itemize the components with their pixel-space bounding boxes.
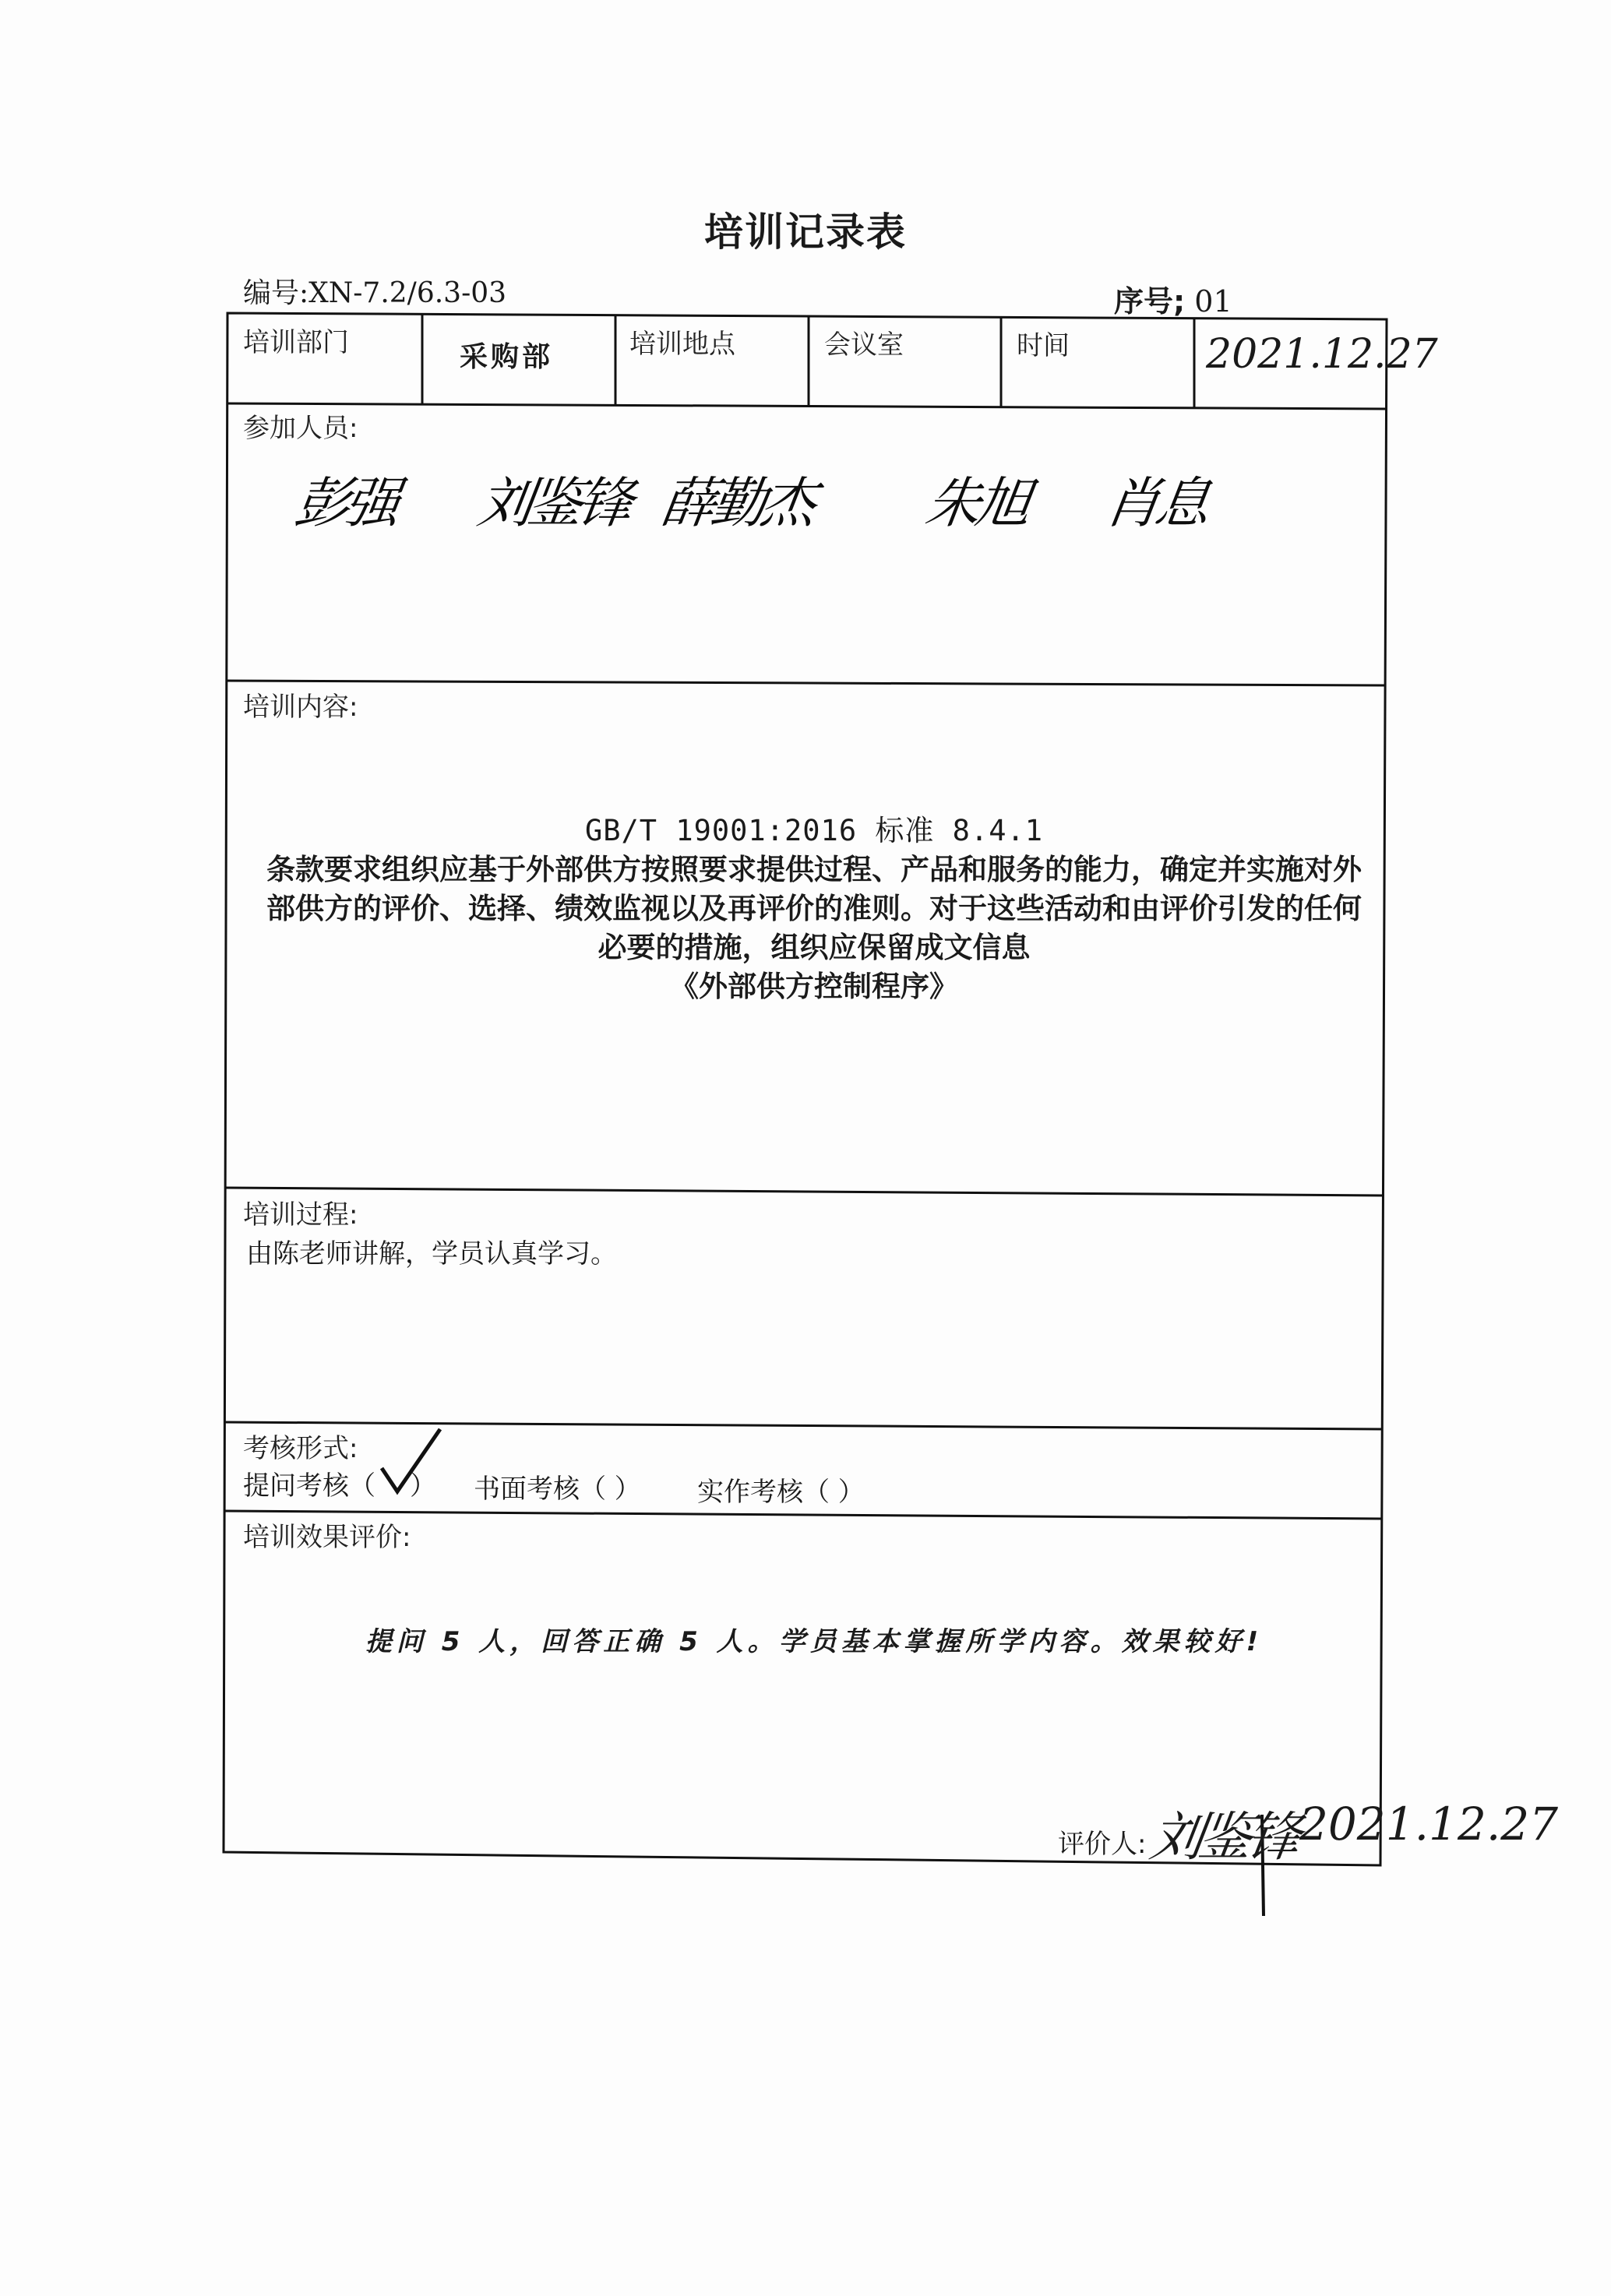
row1-bottom-line	[227, 403, 1387, 409]
evaluator-date: 2021.12.27	[1299, 1798, 1559, 1851]
code-value: XN-7.2/6.3-03	[308, 277, 507, 309]
content-bottom-line	[226, 1188, 1384, 1196]
process-label: 培训过程:	[243, 1199, 358, 1231]
content-line-3: 必要的措施，组织应保留成文信息	[598, 931, 1031, 964]
assessment-oral-close: ）	[410, 1470, 436, 1502]
time-label: 时间	[1017, 330, 1070, 361]
evaluation-label: 培训效果评价:	[243, 1522, 411, 1553]
content-line-2: 部供方的评价、选择、绩效监视以及再评价的准则。对于这些活动和由评价引发的任何	[266, 892, 1362, 925]
process-text: 由陈老师讲解，学员认真学习。	[246, 1238, 617, 1269]
content-standard: GB/T 19001:2016 标准 8.4.1	[584, 814, 1044, 847]
participant-signature-4: 朱旭	[922, 471, 1031, 535]
evaluation-text: 提问 5 人，回答正确 5 人。学员基本掌握所学内容。效果较好!	[365, 1626, 1264, 1657]
participant-signature-5: 肖息	[1101, 471, 1210, 535]
time-value: 2021.12.27	[1206, 331, 1438, 378]
assessment-practical: 实作考核（ ）	[697, 1477, 865, 1508]
content-label: 培训内容:	[243, 692, 358, 723]
evaluator-signature: 刘鉴锋	[1146, 1807, 1300, 1868]
evaluator-label: 评价人:	[1058, 1829, 1147, 1860]
seq-value: 01	[1194, 284, 1232, 319]
assessment-written: 书面考核（ ）	[474, 1474, 641, 1505]
participant-signature-2: 刘鉴锋	[474, 471, 633, 535]
participant-signature-1: 彭强	[291, 471, 400, 535]
code-label: 编号:	[243, 277, 309, 309]
dept-label: 培训部门	[243, 327, 349, 358]
page-title: 培训记录表	[704, 210, 907, 255]
content-procedure: 《外部供方控制程序》	[670, 970, 958, 1003]
content-line-1: 条款要求组织应基于外部供方按照要求提供过程、产品和服务的能力，确定并实施对外	[266, 853, 1362, 886]
participant-signature-3: 薛勤杰	[657, 471, 816, 535]
training-content	[241, 812, 1387, 1006]
participants-label: 参加人员:	[243, 413, 358, 444]
seq-label: 序号;	[1114, 284, 1186, 319]
assessment-oral	[243, 1464, 436, 1502]
location-label: 培训地点	[629, 329, 735, 360]
location-value: 会议室	[824, 329, 904, 361]
assessment-label: 考核形式:	[243, 1433, 358, 1464]
dept-value: 采购部	[460, 341, 554, 373]
process-bottom-line	[225, 1422, 1383, 1429]
participants-signatures	[291, 460, 1387, 545]
assessment-oral-label: 提问考核（	[243, 1470, 375, 1502]
participants-bottom-line	[227, 681, 1385, 685]
